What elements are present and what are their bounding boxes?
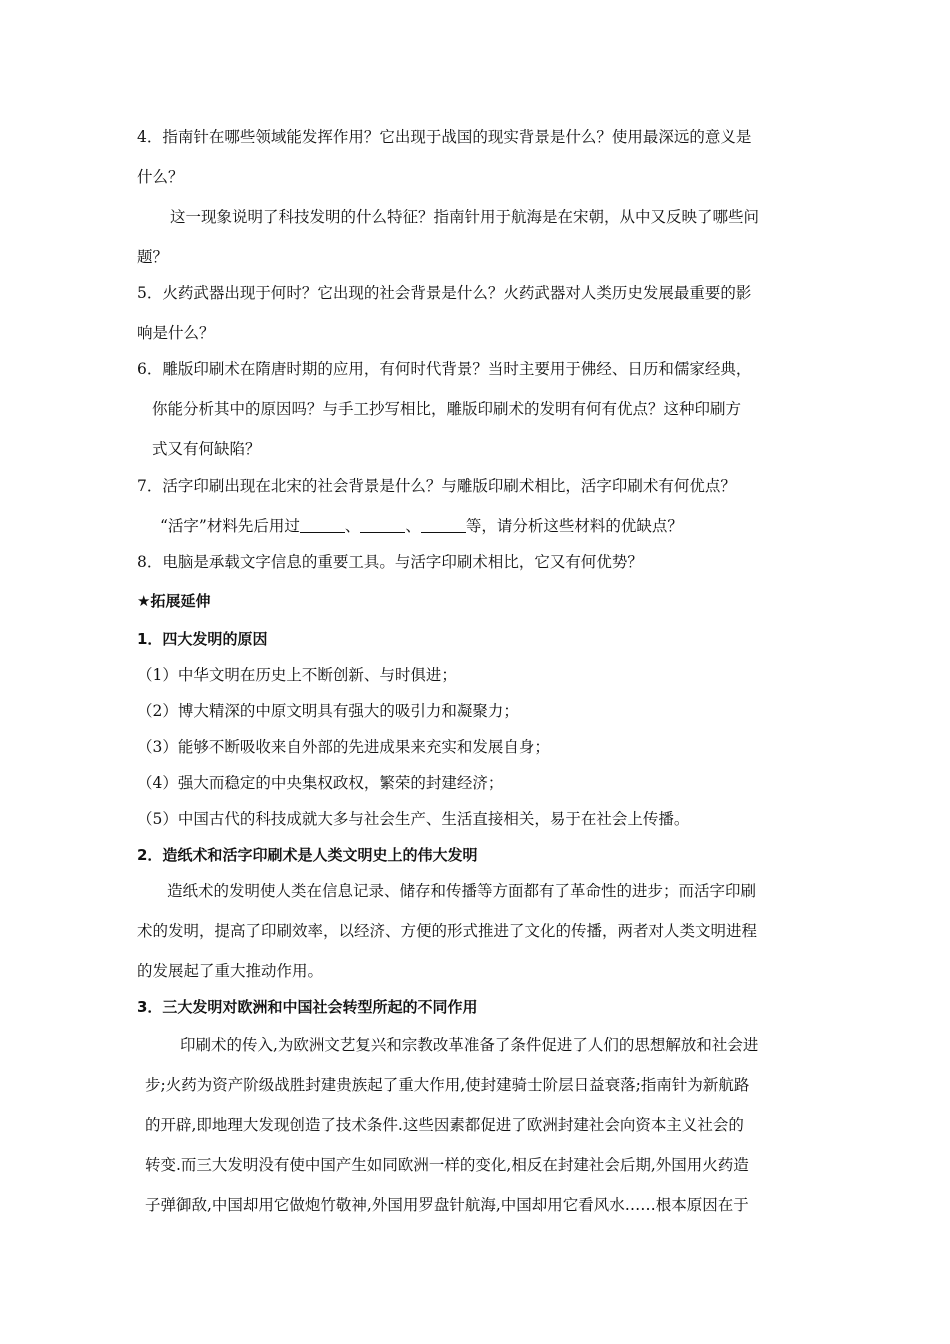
fill-in-blank <box>300 517 345 533</box>
paragraph-line: 转变.而三大发明没有使中国产生如同欧洲一样的变化,相反在封建社会后期,外国用火药造 <box>145 1156 749 1174</box>
question-4-line-2: 什么？ <box>137 168 184 186</box>
question-6-line-3: 式又有何缺陷？ <box>152 440 261 458</box>
question-4-line-4: 题？ <box>137 248 169 266</box>
list-item: （5）中国古代的科技成就大多与社会生产、生活直接相关，易于在社会上传播。 <box>137 810 690 828</box>
question-5-line-1: 5．火药武器出现于何时？它出现的社会背景是什么？火药武器对人类历史发展最重要的影 <box>137 284 752 302</box>
question-7-suffix: 等，请分析这些材料的优缺点？ <box>465 517 683 535</box>
question-4-line-1: 4．指南针在哪些领域能发挥作用？它出现于战国的现实背景是什么？使用最深远的意义是 <box>137 128 752 146</box>
question-6-line-1: 6．雕版印刷术在隋唐时期的应用，有何时代背景？当时主要用于佛经、日历和儒家经典， <box>137 360 752 378</box>
fill-in-blank <box>421 517 466 533</box>
paragraph-line: 术的发明，提高了印刷效率，以经济、方便的形式推进了文化的传播，两者对人类文明进程 <box>137 922 758 940</box>
separator: 、 <box>405 517 421 535</box>
separator: 、 <box>344 517 361 535</box>
paragraph-line: 印刷术的传入,为欧洲文艺复兴和宗教改革准备了条件促进了人们的思想解放和社会进 <box>180 1036 759 1054</box>
paragraph-line: 的开辟,即地理大发现创造了技术条件.这些因素都促进了欧洲封建社会向资本主义社会的 <box>145 1116 744 1134</box>
question-5-line-2: 响是什么？ <box>137 324 215 342</box>
paragraph-line: 造纸术的发明使人类在信息记录、储存和传播等方面都有了革命性的进步；而活字印刷 <box>167 882 757 900</box>
paragraph-line: 的发展起了重大推动作用。 <box>137 962 324 980</box>
section-2-heading: 2．造纸术和活字印刷术是人类文明史上的伟大发明 <box>137 846 478 864</box>
question-6-line-2: 你能分析其中的原因吗？与手工抄写相比，雕版印刷术的发明有何有优点？这种印刷方 <box>152 400 742 418</box>
fill-in-blank <box>360 517 405 533</box>
question-7-line-2 <box>160 516 683 536</box>
list-item: （4）强大而稳定的中央集权政权，繁荣的封建经济； <box>137 774 504 792</box>
paragraph-line: 子弹御敌,中国却用它做炮竹敬神,外国用罗盘针航海,中国却用它看风水……根本原因在于 <box>145 1196 749 1214</box>
section-3-heading: 3．三大发明对欧洲和中国社会转型所起的不同作用 <box>137 998 478 1016</box>
list-item: （2）博大精深的中原文明具有强大的吸引力和凝聚力； <box>137 702 519 720</box>
question-4-line-3: 这一现象说明了科技发明的什么特征？指南针用于航海是在宋朝，从中又反映了哪些问 <box>170 208 760 226</box>
list-item: （1）中华文明在历史上不断创新、与时俱进； <box>137 666 457 684</box>
paragraph-line: 步;火药为资产阶级战胜封建贵族起了重大作用,使封建骑士阶层日益衰落;指南针为新航路 <box>145 1076 750 1094</box>
list-item: （3）能够不断吸收来自外部的先进成果来充实和发展自身； <box>137 738 550 756</box>
section-title: ★拓展延伸 <box>137 592 211 610</box>
section-1-heading: 1．四大发明的原因 <box>137 630 268 648</box>
question-8-line-1: 8．电脑是承载文字信息的重要工具。与活字印刷术相比，它又有何优势？ <box>137 553 643 571</box>
question-7-line-1: 7．活字印刷出现在北宋的社会背景是什么？与雕版印刷术相比，活字印刷术有何优点？ <box>137 477 736 495</box>
question-7-prefix: “活字”材料先后用过 <box>160 517 300 535</box>
